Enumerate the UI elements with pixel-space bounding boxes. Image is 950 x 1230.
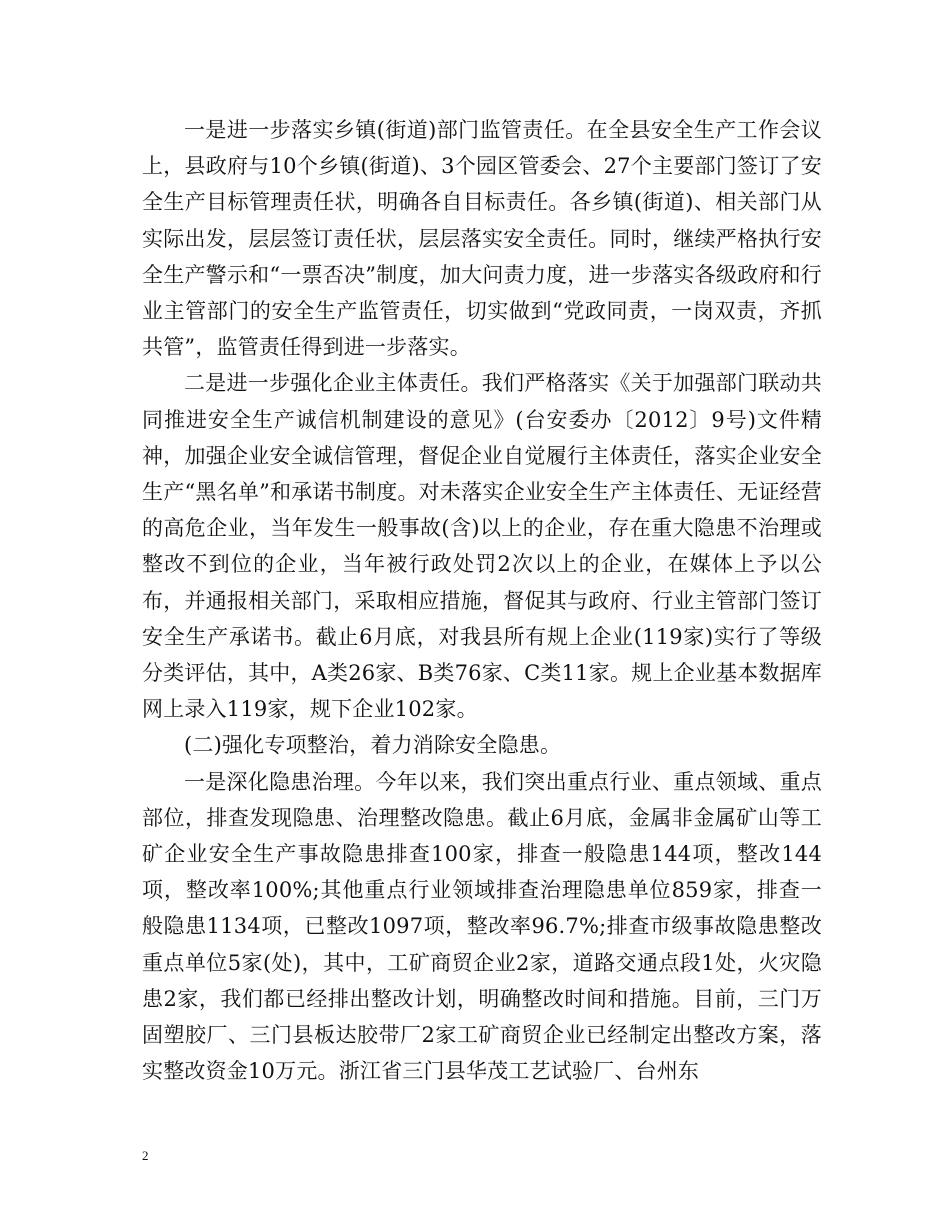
page-number: 2	[142, 1148, 149, 1163]
document-body	[142, 112, 822, 1089]
paragraph-hazard-governance: 一是深化隐患治理。今年以来，我们突出重点行业、重点领域、重点部位，排查发现隐患、治理整改隐患。截止6月底，金属非金属矿山等工矿企业安全生产事故隐患排查100家，排查一般隐患144项，整改144项，整改率100%;其他重点行业领域排查治理隐患单位859家，排查一般隐患1134项，已整改1097项，整改率96.7%;排查市级事故隐患整改重点单位5家(处)，其中，工矿商贸企业2家，道路交通点段1处，火灾隐患2家，我们都已经排出整改计划，明确整改时间和措施。目前，三门万固塑胶厂、三门县板达胶带厂2家工矿商贸企业已经制定出整改方案，落实整改资金10万元。浙江省三门县华茂工艺试验厂、台州东	[142, 769, 822, 1084]
section-heading-special-rectification: (二)强化专项整治，着力消除安全隐患。	[184, 733, 562, 758]
paragraph-township-supervision: 一是进一步落实乡镇(街道)部门监管责任。在全县安全生产工作会议上，县政府与10个乡镇(街道)、3个园区管委会、27个主要部门签订了安全生产目标管理责任状，明确各自目标责任。各乡镇(街道)、相关部门从实际出发，层层签订责任状，层层落实安全责任。同时，继续严格执行安全生产警示和“一票否决”制度，加大问责力度，进一步落实各级政府和行业主管部门的安全生产监管责任，切实做到“党政同责，一岗双责，齐抓共管”，监管责任得到进一步落实。	[142, 118, 822, 360]
paragraph-enterprise-responsibility: 二是进一步强化企业主体责任。我们严格落实《关于加强部门联动共同推进安全生产诚信机制建设的意见》(台安委办〔2012〕9号)文件精神，加强企业安全诚信管理，督促企业自觉履行主体责任，落实企业安全生产“黑名单”和承诺书制度。对未落实企业安全生产主体责任、无证经营的高危企业，当年发生一般事故(含)以上的企业，存在重大隐患不治理或整改不到位的企业，当年被行政处罚2次以上的企业，在媒体上予以公布，并通报相关部门，采取相应措施，督促其与政府、行业主管部门签订安全生产承诺书。截止6月底，对我县所有规上企业(119家)实行了等级分类评估，其中，A类26家、B类76家、C类11家。规上企业基本数据库网上录入119家，规下企业102家。	[142, 371, 822, 722]
